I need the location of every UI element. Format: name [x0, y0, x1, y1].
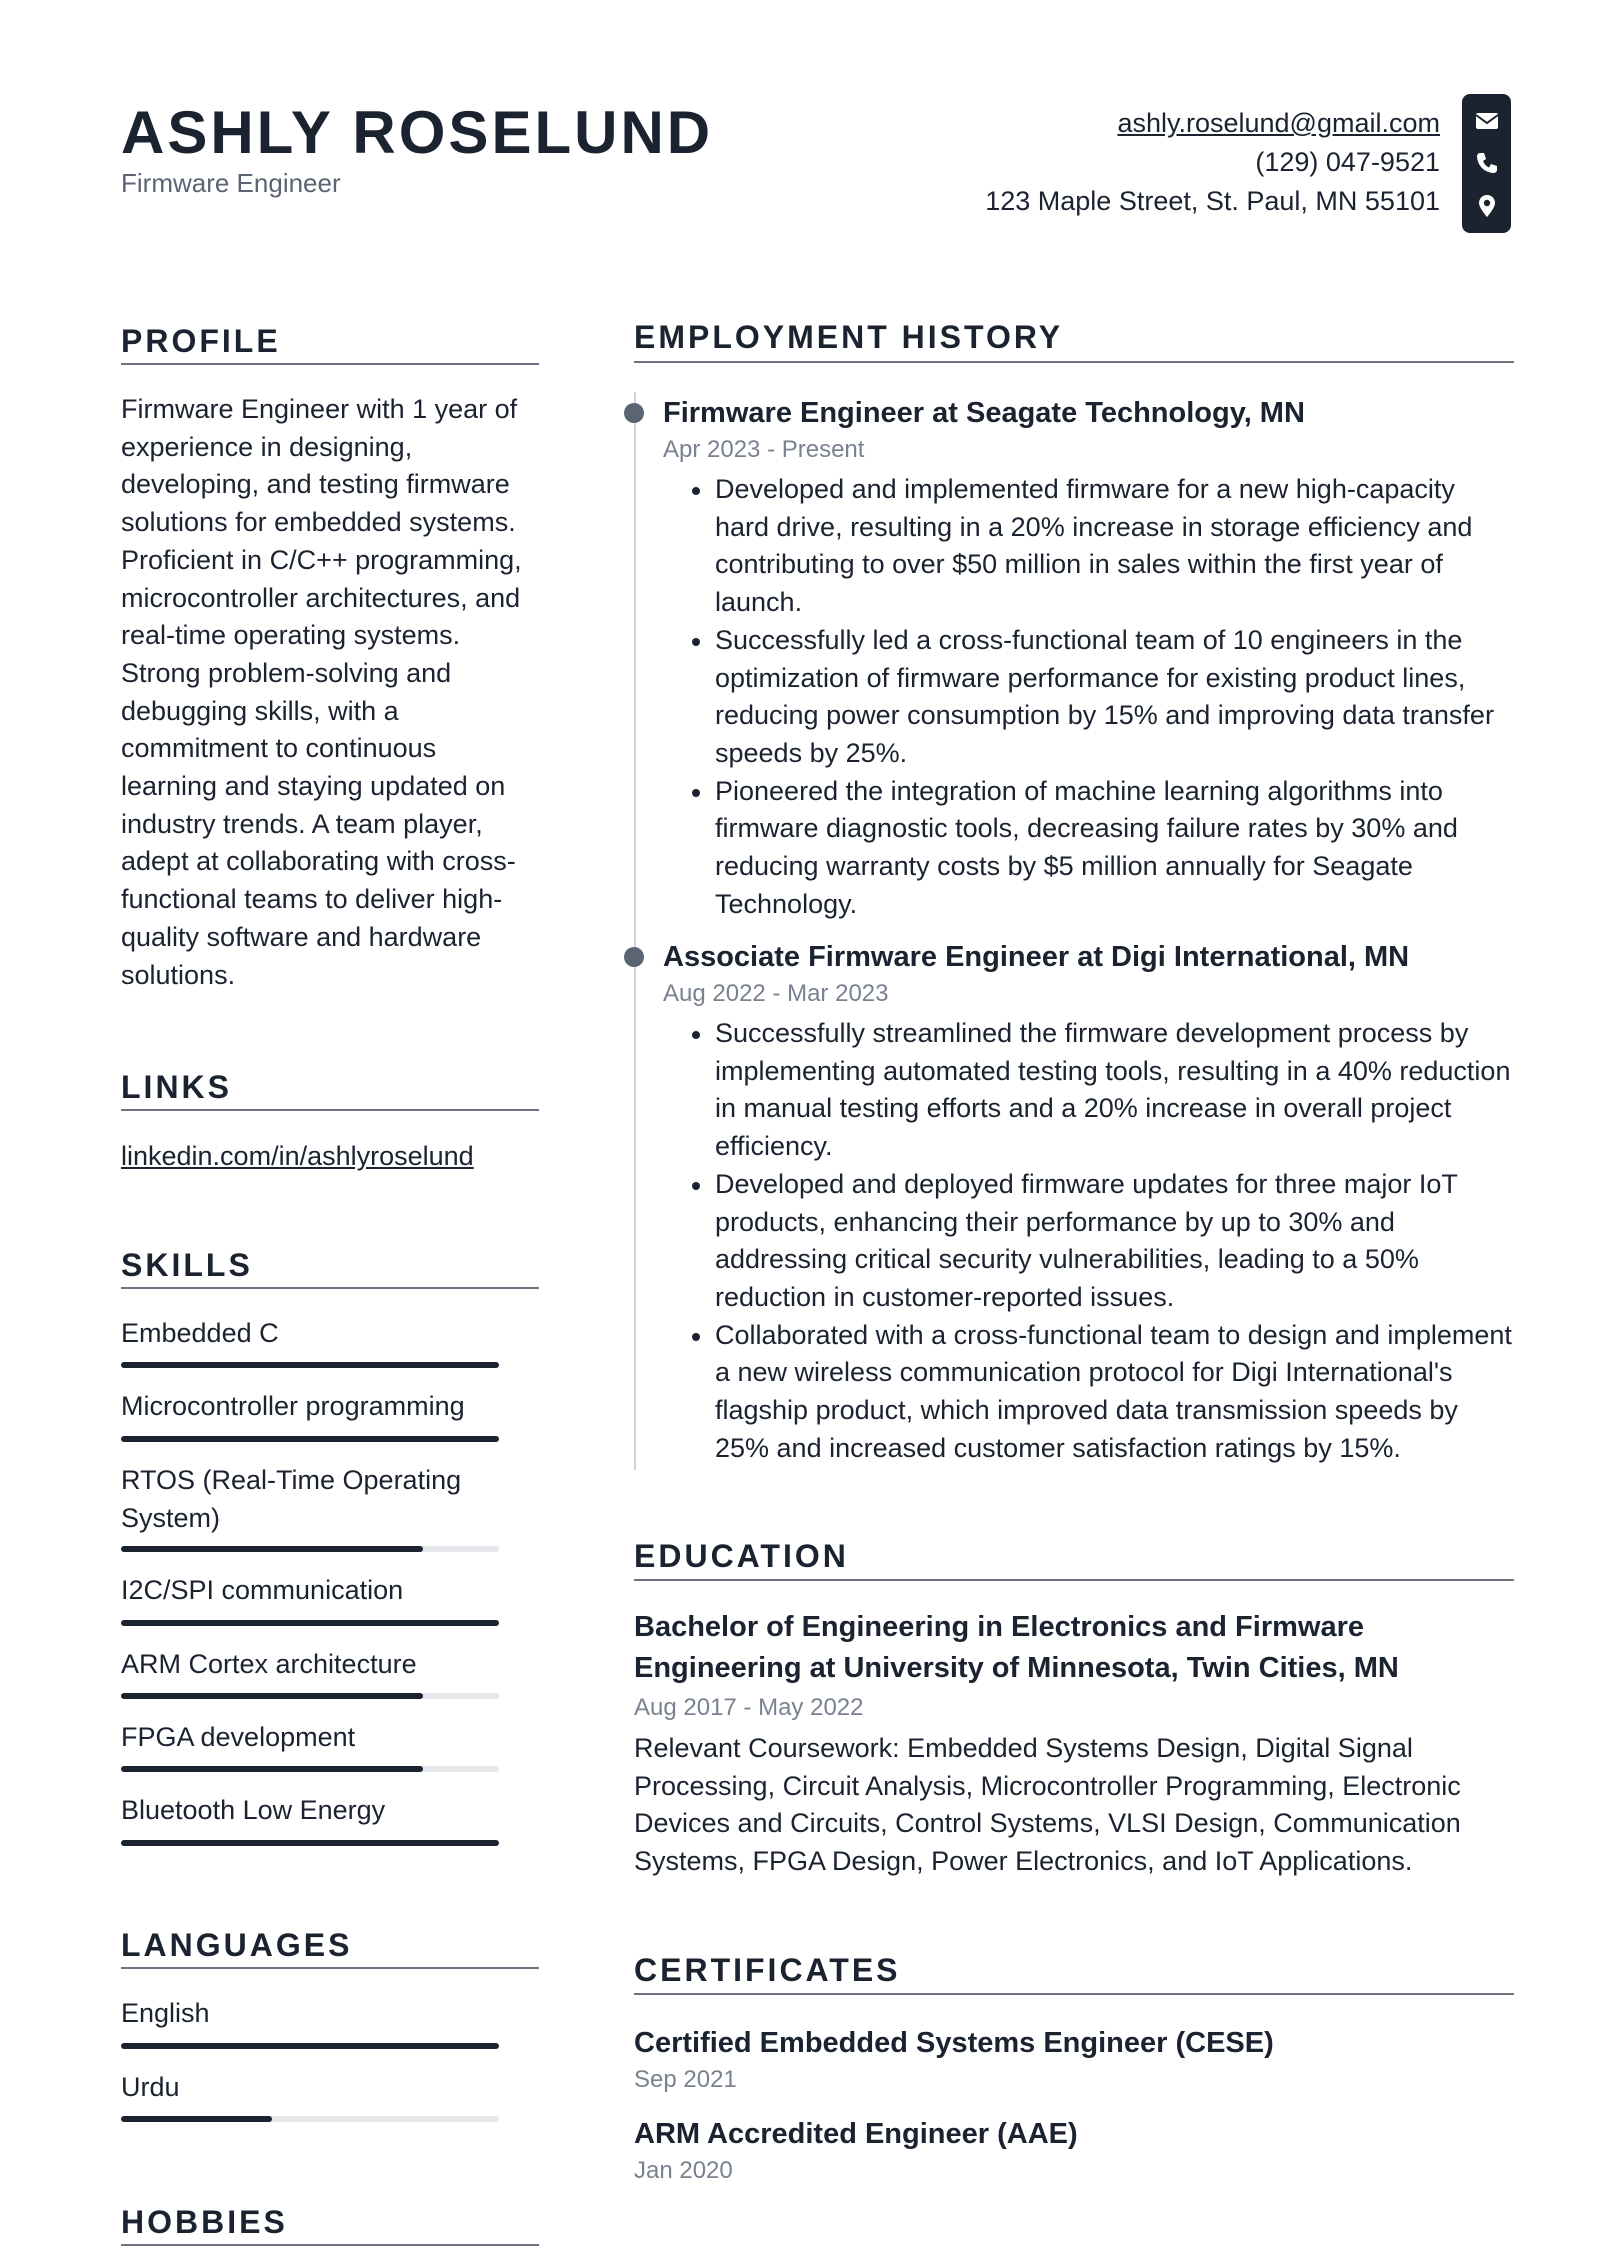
language-bar-fill	[121, 2043, 499, 2049]
phone-icon	[1474, 150, 1500, 176]
skill-bar-fill	[121, 1362, 499, 1368]
employment-heading: EMPLOYMENT HISTORY	[634, 319, 1064, 355]
job-bullets	[663, 1015, 1515, 1467]
timeline-dot	[624, 947, 644, 967]
list-item: Successfully streamlined the firmware development process by implementing automated testing tools, resulting in a 40% reduction in manual testing efforts and a 20% increase in overall project efficiency.	[663, 1015, 1515, 1166]
skill-bar	[121, 1840, 499, 1846]
job-title: Associate Firmware Engineer at Digi International, MN	[663, 941, 1410, 973]
education-details: Relevant Coursework: Embedded Systems Design, Digital Signal Processing, Circuit Analysis, Microcontroller Programming, Electronic Devices and Circuits, Control Systems, VLSI Design, Communication Systems, FPGA Design, Power Electronics, and IoT Applications.	[634, 1733, 1461, 1877]
skill-label: Embedded C	[121, 1318, 279, 1348]
language-label: Urdu	[121, 2072, 180, 2102]
candidate-title: Firmware Engineer	[121, 168, 341, 198]
timeline-dot	[624, 403, 644, 423]
skill-bar-fill	[121, 1766, 423, 1772]
skill-bar	[121, 1436, 499, 1442]
skill-bar	[121, 1766, 499, 1772]
envelope-icon	[1474, 108, 1500, 134]
candidate-name: ASHLY ROSELUND	[121, 99, 714, 166]
certificates-divider	[634, 1993, 1514, 1995]
job-dates: Apr 2023 - Present	[663, 436, 865, 463]
hobbies-divider	[121, 2244, 539, 2246]
education-divider	[634, 1579, 1514, 1581]
skill-bar-fill	[121, 1436, 499, 1442]
certificate-date: Jan 2020	[634, 2157, 733, 2184]
profile-summary: Firmware Engineer with 1 year of experience in designing, developing, and testing firmware solutions for embedded systems. Proficient in C/C++ programming, microcontroller architectures, and real-time operating systems. Strong problem-solving and debugging skills, with a commitment to continuous learning and staying updated on industry trends. A team player, adept at collaborating with cross-functional teams to deliver high-quality software and hardware solutions.	[121, 394, 522, 990]
location-pin-icon	[1474, 193, 1500, 219]
certificates-heading: CERTIFICATES	[634, 1952, 901, 1988]
skill-bar-fill	[121, 1620, 499, 1626]
language-bar-fill	[121, 2116, 272, 2122]
skills-heading: SKILLS	[121, 1247, 253, 1283]
list-item: Developed and deployed firmware updates for three major IoT products, enhancing their performance by up to 30% and addressing critical security vulnerabilities, leading to a 50% reduction in customer-reported issues.	[663, 1166, 1515, 1317]
list-item: Collaborated with a cross-functional team to design and implement a new wireless communication protocol for Digi International's flagship product, which improved data transmission speeds by 25% and increased customer satisfaction ratings by 15%.	[663, 1317, 1515, 1468]
education-dates: Aug 2017 - May 2022	[634, 1694, 864, 1721]
degree-title: Bachelor of Engineering in Electronics and Firmware Engineering at University of Minnesota, Twin Cities, MN	[634, 1611, 1399, 1684]
list-item: Developed and implemented firmware for a new high-capacity hard drive, resulting in a 20% increase in storage efficiency and contributing to over $50 million in sales within the first year of launch.	[663, 471, 1515, 622]
address: 123 Maple Street, St. Paul, MN 55101	[985, 186, 1440, 216]
skill-bar-fill	[121, 1546, 423, 1552]
contact-icon-bar	[1462, 94, 1511, 233]
language-bar	[121, 2116, 499, 2122]
phone-number: (129) 047-9521	[1255, 147, 1440, 177]
links-heading: LINKS	[121, 1069, 232, 1105]
skills-divider	[121, 1287, 539, 1289]
languages-divider	[121, 1967, 539, 1969]
list-item: Successfully led a cross-functional team of 10 engineers in the optimization of firmware performance for existing product lines, reducing power consumption by 15% and improving data transfer speeds by 25%.	[663, 622, 1515, 773]
certificate-name: Certified Embedded Systems Engineer (CESE)	[634, 2027, 1274, 2059]
skill-bar	[121, 1693, 499, 1699]
skill-bar	[121, 1546, 499, 1552]
timeline-line	[634, 392, 636, 1470]
profile-divider	[121, 363, 539, 365]
skill-bar-fill	[121, 1693, 423, 1699]
linkedin-link[interactable]: linkedin.com/in/ashlyroselund	[121, 1141, 474, 1171]
links-divider	[121, 1109, 539, 1111]
skill-bar-fill	[121, 1840, 499, 1846]
email-link[interactable]: ashly.roselund@gmail.com	[1117, 108, 1440, 138]
skill-label: I2C/SPI communication	[121, 1575, 404, 1605]
contact-block	[985, 104, 1440, 221]
certificate-date: Sep 2021	[634, 2066, 737, 2093]
list-item: Pioneered the integration of machine learning algorithms into firmware diagnostic tools, decreasing failure rates by 30% and reducing warranty costs by $5 million annually for Seagate Technology.	[663, 773, 1515, 924]
profile-heading: PROFILE	[121, 323, 281, 359]
skill-bar	[121, 1362, 499, 1368]
language-bar	[121, 2043, 499, 2049]
skill-label: ARM Cortex architecture	[121, 1649, 417, 1679]
languages-heading: LANGUAGES	[121, 1927, 353, 1963]
language-label: English	[121, 1998, 210, 2028]
employment-divider	[634, 361, 1514, 363]
job-title: Firmware Engineer at Seagate Technology, MN	[663, 397, 1305, 429]
skill-label: Bluetooth Low Energy	[121, 1795, 386, 1825]
skill-bar	[121, 1620, 499, 1626]
education-heading: EDUCATION	[634, 1538, 849, 1574]
certificate-name: ARM Accredited Engineer (AAE)	[634, 2118, 1078, 2150]
skill-label: Microcontroller programming	[121, 1391, 465, 1421]
hobbies-heading: HOBBIES	[121, 2204, 288, 2240]
skill-label: FPGA development	[121, 1722, 356, 1752]
job-dates: Aug 2022 - Mar 2023	[663, 980, 889, 1007]
skill-label: RTOS (Real-Time Operating System)	[121, 1465, 462, 1533]
job-bullets	[663, 471, 1515, 923]
